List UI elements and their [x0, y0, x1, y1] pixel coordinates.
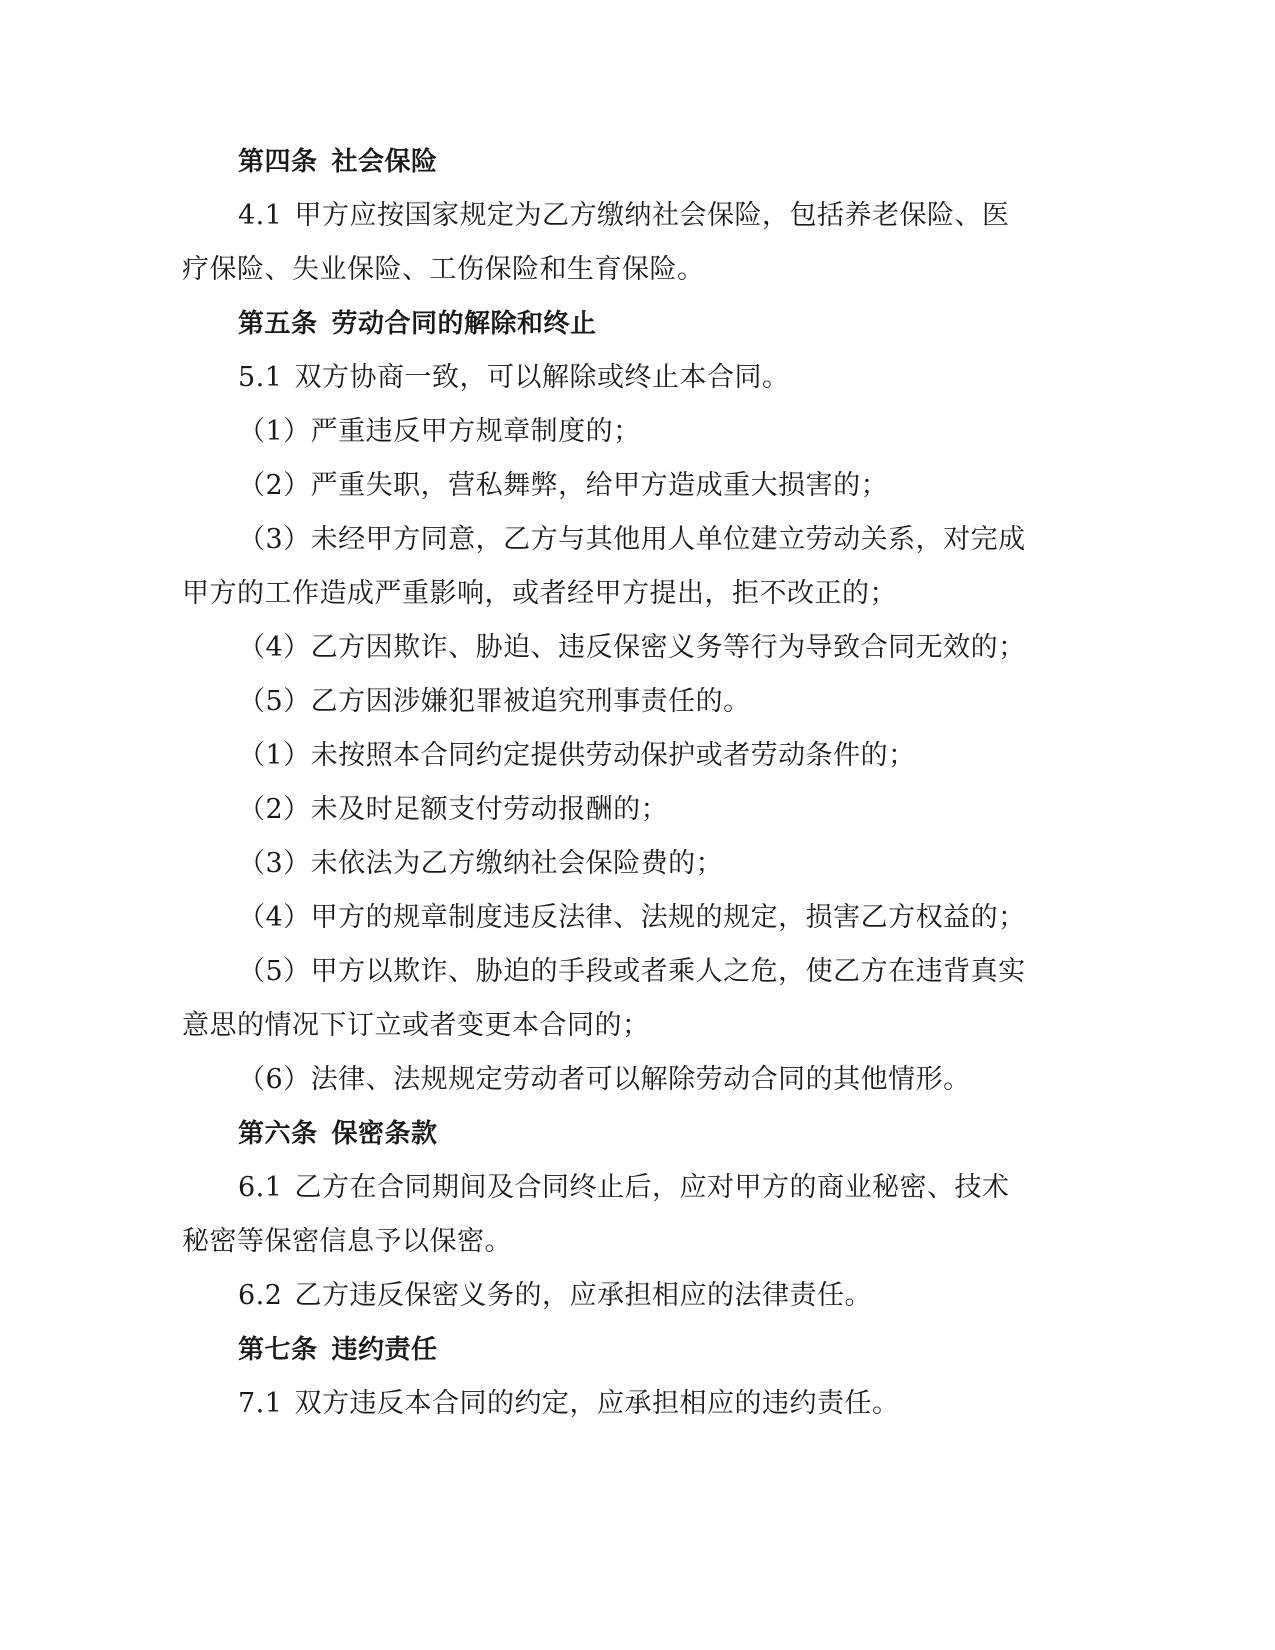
list-item: （2）严重失职，营私舞弊，给甲方造成重大损害的； — [238, 470, 889, 501]
clause-7-1-number: 7.1 — [238, 1388, 283, 1419]
article-5-number: 第五条 — [238, 309, 318, 339]
article-5-heading — [238, 306, 1042, 342]
clause-5-1-text: 双方协商一致，可以解除或终止本合同。 — [294, 362, 790, 393]
list-item: （3）未依法为乙方缴纳社会保险费的； — [238, 848, 724, 879]
list-item: （5）乙方因涉嫌犯罪被追究刑事责任的。 — [238, 686, 751, 717]
list-item: （2）未及时足额支付劳动报酬的； — [238, 794, 669, 825]
clause-6-1-text-line1: 乙方在合同期间及合同终止后，应对甲方的商业秘密、技术 — [294, 1172, 1010, 1203]
clause-6-2 — [238, 1278, 1042, 1314]
article-4-heading — [238, 144, 1042, 180]
clause-4-1-text-line2: 疗保险、失业保险、工伤保险和生育保险。 — [182, 254, 705, 285]
article-6-title: 保密条款 — [331, 1119, 438, 1149]
article-6-number: 第六条 — [238, 1119, 318, 1149]
list-item: （1）严重违反甲方规章制度的； — [238, 416, 641, 447]
list-item-continuation: 意思的情况下订立或者变更本合同的； — [182, 1010, 650, 1041]
article-7-heading — [238, 1332, 1042, 1368]
clause-6-2-text: 乙方违反保密义务的，应承担相应的法律责任。 — [294, 1280, 872, 1311]
article-7-title: 违约责任 — [331, 1335, 438, 1365]
list-item-continuation: 甲方的工作造成严重影响，或者经甲方提出，拒不改正的； — [182, 578, 897, 609]
list-item: （6）法律、法规规定劳动者可以解除劳动合同的其他情形。 — [238, 1064, 971, 1095]
list-item: （1）未按照本合同约定提供劳动保护或者劳动条件的； — [238, 740, 916, 771]
list-item: （4）乙方因欺诈、胁迫、违反保密义务等行为导致合同无效的； — [238, 632, 1026, 663]
clause-4-1 — [238, 198, 1042, 234]
article-6-heading — [238, 1116, 1042, 1152]
clause-6-1-number: 6.1 — [238, 1172, 283, 1203]
list-item: （3）未经甲方同意，乙方与其他用人单位建立劳动关系，对完成 — [238, 524, 1026, 555]
clause-5-1-number: 5.1 — [238, 362, 283, 393]
clause-7-1 — [238, 1386, 1042, 1422]
clause-4-1-text-line1: 甲方应按国家规定为乙方缴纳社会保险，包括养老保险、医 — [294, 200, 1010, 231]
article-4-title: 社会保险 — [331, 147, 438, 177]
clause-6-1-text-line2: 秘密等保密信息予以保密。 — [182, 1226, 512, 1257]
article-5-title: 劳动合同的解除和终止 — [331, 309, 597, 339]
article-7-number: 第七条 — [238, 1335, 318, 1365]
list-item: （4）甲方的规章制度违反法律、法规的规定，损害乙方权益的； — [238, 902, 1026, 933]
clause-4-1-number: 4.1 — [238, 200, 283, 231]
list-item: （5）甲方以欺诈、胁迫的手段或者乘人之危，使乙方在违背真实 — [238, 956, 1026, 987]
article-4-number: 第四条 — [238, 147, 318, 177]
clause-6-1 — [238, 1170, 1042, 1206]
clause-7-1-text: 双方违反本合同的约定，应承担相应的违约责任。 — [294, 1388, 900, 1419]
document-page — [182, 0, 1042, 1650]
clause-5-1 — [238, 360, 1042, 396]
clause-6-2-number: 6.2 — [238, 1280, 283, 1311]
